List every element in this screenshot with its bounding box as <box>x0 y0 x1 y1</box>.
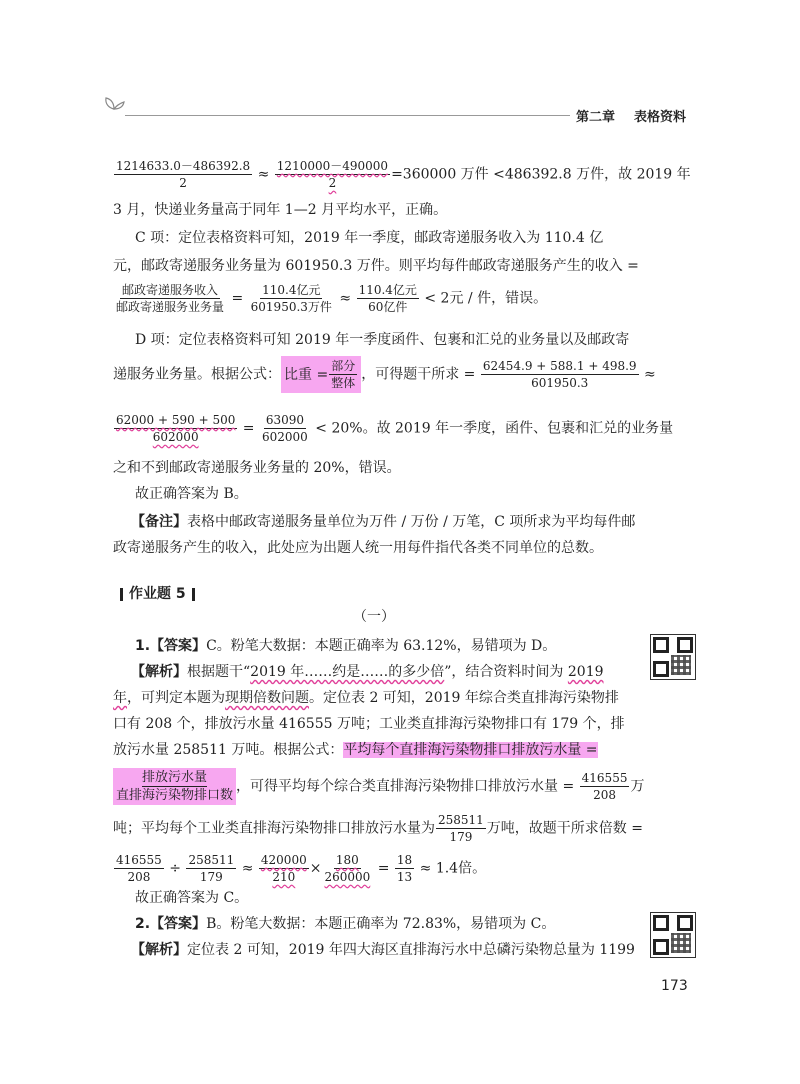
text-line: 放污水量 258511 万吨。根据公式：平均每个直排海污染物排口排放污水量 = <box>113 742 598 758</box>
section-title: 作业题 5 <box>120 583 195 603</box>
text-line: 3 月，快递业务量高于同年 1—2 月平均水平，正确。 <box>113 202 448 218</box>
text-line: 1.【答案】C。粉笔大数据：本题正确率为 63.12%，易错项为 D。 <box>135 638 557 654</box>
text-line: 【备注】表格中邮政寄递服务量单位为万件 / 万份 / 万笔，C 项所求为平均每件邮 <box>131 514 636 530</box>
text-line: $\frac{\text{邮政寄递服务收入}}{\text{邮政寄递服务业务量}}$ = $\frac{\text{110.4亿元}}{\text{601950.3万件}}$ ≈ $\frac{\text{110.4亿元}}{\text{60亿件}}$ < 2元 / 件，错误。 <box>116 283 548 314</box>
text-line: $\frac{416555}{208}$ ÷ $\frac{258511}{179}$ ≈ $\frac{420000}{210}$ × $\frac{180}{260000}$ = $\frac{18}{13}$ ≈ 1.4倍。 <box>116 853 487 884</box>
qr-code-icon[interactable] <box>650 912 696 958</box>
text-line: 【解析】定位表 2 可知，2019 年四大海区直排海污水中总磷污染物总量为 1199 <box>131 942 635 958</box>
text-line: 故正确答案为 C。 <box>135 890 249 906</box>
text-line: D 项：定位表格资料可知 2019 年一季度函件、包裹和汇兑的业务量以及邮政寄 <box>135 332 630 348</box>
text-line: 【解析】根据题干“2019 年……约是……的多少倍”，结合资料时间为 2019 <box>131 664 604 680</box>
text-line: 口有 208 个，排放污水量 416555 万吨；工业类直排海污染物排口有 179 个，排 <box>113 716 625 732</box>
text-line: 排放污水量 直排海污染物排口数 ，可得平均每个综合类直排海污染物排口排放污水量 = $\frac{416555}{208}$ 万 <box>113 768 644 805</box>
text-line: 元，邮政寄递服务业务量为 601950.3 万件。则平均每件邮政寄递服务产生的收入 = <box>113 258 639 274</box>
text-line: 故正确答案为 B。 <box>135 486 248 502</box>
chapter-label: 第二章 <box>576 110 616 125</box>
text-line: $\frac{62000 + 590 + 500}{602000}$ = $\frac{63090}{602000}$ < 20%。故 2019 年一季度，函件、包裹和汇兑的业务量 <box>116 413 674 444</box>
qr-code-icon[interactable] <box>650 634 696 680</box>
text-line: 年，可判定本题为现期倍数问题。定位表 2 可知，2019 年综合类直排海污染物排 <box>113 690 619 706</box>
text-line: $\frac{1214633.0-486392.8}{2}$ ≈ $\frac{1210000-490000}{2}$ =360000 万件 <486392.8 万件，故 2019 年 <box>116 159 691 190</box>
text-line: 吨；平均每个工业类直排海污染物排口排放污水量为 $\frac{258511}{179}$ 万吨，故题干所求倍数 = <box>113 813 643 844</box>
text-line: 2.【答案】B。粉笔大数据：本题正确率为 72.83%，易错项为 C。 <box>135 916 556 932</box>
text-line: C 项：定位表格资料可知，2019 年一季度，邮政寄递服务收入为 110.4 亿 <box>135 230 604 246</box>
leaf-icon <box>103 95 125 109</box>
chapter-title: 表格资料 <box>634 110 687 125</box>
page-number: 173 <box>661 978 688 994</box>
header-rule <box>125 115 570 116</box>
text-line: 政寄递服务产生的收入，此处应为出题人统一用每件指代各类不同单位的总数。 <box>113 540 603 556</box>
text-line: 递服务业务量。根据公式： 比重 = $\frac{\text{部分}}{\text{整体}}$ ，可得题干所求 = $\frac{62454.9 + 588.1 + 498.9}{601950.3}$ ≈ <box>113 356 656 393</box>
text-line: 之和不到邮政寄递服务业务量的 20%，错误。 <box>113 460 401 476</box>
section-subtitle: （一） <box>353 609 395 625</box>
